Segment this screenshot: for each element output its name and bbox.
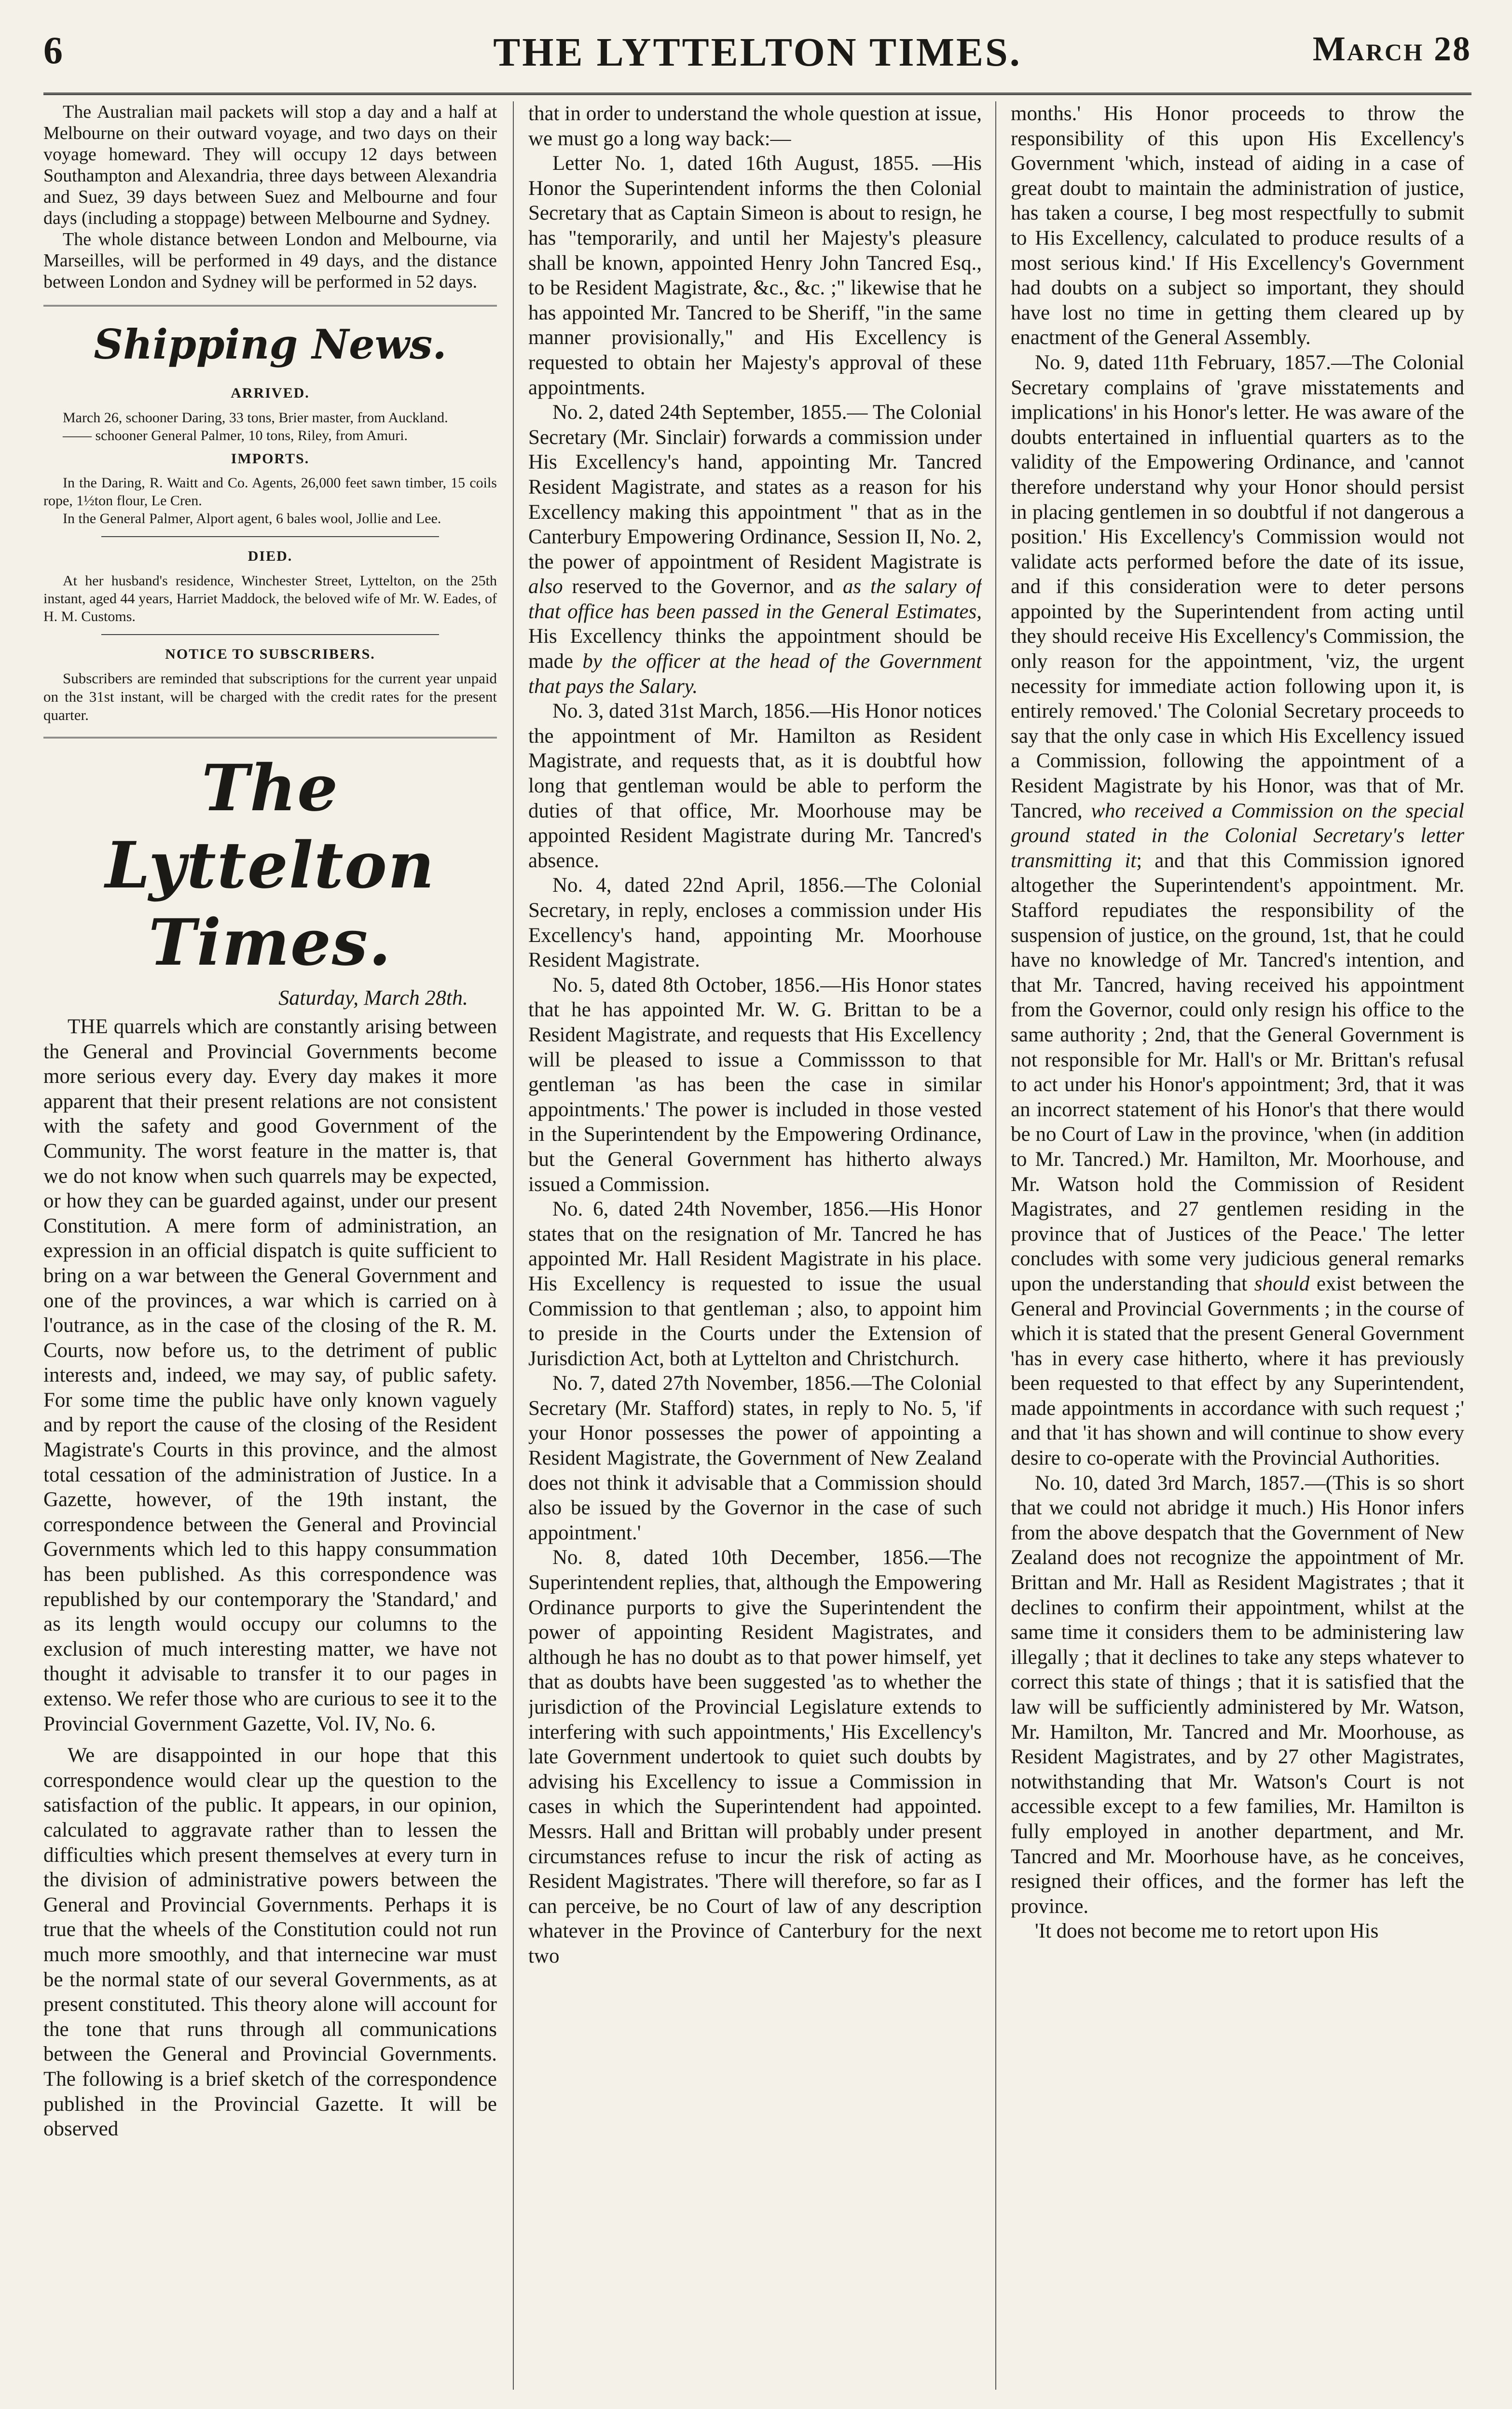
closing-quote: 'It does not become me to retort upon His	[1035, 1920, 1379, 1943]
column-rule-1	[513, 101, 514, 2390]
mail-paragraph-2: The whole distance between London and Melbourne, via Marseilles, will be performed in 49 days, and the distance between London and Sydney will be performed in 52 days.	[43, 229, 497, 292]
letter-6: No. 6, dated 24th November, 1856.—His Honor states that on the resignation of Mr. Tancred he has appointed Mr. Hall Resident Magistrate in his place. His Excellency is requested to issue the usual Commission to that gentleman ; also, to appoint him to preside in the Courts under the Extension of Jurisdiction Act, both at Lyttelton and Christchurch.	[528, 1198, 982, 1370]
imports-entry-2: In the General Palmer, Alport agent, 6 bales wool, Jollie and Lee.	[63, 511, 441, 527]
arrived-heading: ARRIVED.	[231, 385, 310, 401]
section-divider	[43, 737, 497, 738]
newspaper-title: THE LYTTELTON TIMES.	[493, 30, 1022, 75]
paper-nameplate: The Lyttelton Times.	[105, 751, 435, 981]
mail-notice	[43, 101, 497, 292]
letter-1: Letter No. 1, dated 16th August, 1855. —His Honor the Superintendent informs the then Colonial Secretary that as Captain Simeon is about to resign, he has "temporarily, and until her Majesty's pleasure shall be known, appointed Henry John Tancred Esq., to be Resident Magistrate, &c., &c. ;" likewise that he has appointed Mr. Tancred to be Sheriff, "in the same manner provisionally," and His Excellency is requested to obtain her Majesty's approval of these appointments.	[528, 152, 982, 399]
column-2	[528, 101, 982, 2390]
notice-text: Subscribers are reminded that subscriptions for the current year unpaid on the 31st instant, will be charged with the credit rates for the present quarter.	[43, 670, 497, 724]
shipping-news-heading: Shipping News.	[94, 320, 447, 368]
subscriber-notice	[43, 642, 497, 725]
editorial-paragraph-2: We are disappointed in our hope that this correspondence would clear up the question to the satisfaction of the public. It appears, in our opinion, calculated to aggravate rather than to lessen the difficulties which present themselves at every turn in the division of administrative powers between the General and Provincial Governments. Perhaps it is true that the wheels of the Constitution could not run much more smoothly, and that internecine war must be the normal state of our several Governments, as at present constituted. This theory alone will account for the tone that runs through all communications between the General and Provincial Governments. The following is a brief sketch of the correspondence published in the Provincial Gazette. It will be observed	[43, 1744, 497, 2141]
letter-8: No. 8, dated 10th December, 1856.—The Superintendent replies, that, although the Empowering Ordinance purports to give the Superintendent the power of appointing Resident Magistrates, and although he has no doubt as to that power himself, yet that as doubts have been suggested 'as to whether the jurisdiction of the Provincial Legislature extends to interfering with such appointments,' His Excellency's late Government undertook to quiet such doubts by advising his Excellency to issue a Commission in cases in which the Superintendent had appointed. Messrs. Hall and Brittan will probably under present circumstances refuse to incur the risk of acting as Resident Magistrates. 'There will therefore, so far as I can perceive, be no Court of law of any description whatever in the Province of Canterbury for the next two	[528, 1546, 982, 1967]
divider	[101, 536, 439, 537]
letter-2: No. 2, dated 24th September, 1855.— The Colonial Secretary (Mr. Sinclair) forwards a commission under His Excellency's hand, appointing Mr. Tancred Resident Magistrate, and states as a reason for his Excellency making this appointment " that as in the Canterbury Empowering Ordinance, Session II, No. 2, the power of appointment of Resident Magistrate is also reserved to the Governor, and as the salary of that office has been passed in the General Estimates, His Excellency thinks the appointment should be made by the officer at the head of the Government that pays the Salary.	[528, 401, 982, 698]
column-rule-2	[995, 101, 996, 2390]
column-3	[1011, 101, 1464, 2390]
imports-entry-1: In the Daring, R. Waitt and Co. Agents, 26,000 feet sawn timber, 15 coils rope, 1½ton flour, Le Cren.	[43, 475, 497, 509]
died-text: At her husband's residence, Winchester Street, Lyttelton, on the 25th instant, aged 44 years, Harriet Maddock, the beloved wife of Mr. W. Eades, of H. M. Customs.	[43, 572, 497, 624]
arrived-entry-1: March 26, schooner Daring, 33 tons, Brier master, from Auckland.	[63, 409, 448, 426]
mail-paragraph-1: The Australian mail packets will stop a day and a half at Melbourne on their outward voyage, and two days on their voyage homeward. They will occupy 12 days between Southampton and Alexandria, three days between Alexandria and Suez, 39 days between Suez and Melbourne and four days (including a stoppage) between Melbourne and Sydney.	[43, 102, 497, 228]
letter-8-continuation: months.' His Honor proceeds to throw the responsibility of this upon His Excellency's Government 'which, instead of aiding in a case of great doubt to maintain the administration of justice, has taken a course, I beg most respectfully to submit to His Excellency, calculated to produce results of a most serious kind.' If His Excellency's Government had doubts on a subject so important, they should have lost no time in getting them cleared up by enactment of the General Assembly.	[1011, 102, 1464, 349]
masthead-rule	[43, 93, 1471, 95]
editorial-dateline: Saturday, March 28th.	[278, 986, 468, 1010]
arrived-entry-2: —— schooner General Palmer, 10 tons, Riley, from Amuri.	[63, 427, 408, 443]
editorial-continuation: that in order to understand the whole question at issue, we must go a long way back:—	[528, 102, 982, 150]
editorial-paragraph-1: THE quarrels which are constantly arising between the General and Provincial Governments become more serious every day. Every day makes it more apparent that their present relations are not consistent with the safety and good Government of the Community. The worst feature in the matter is, that we do not know when such quarrels may be expected, or how they can be guarded against, under our present Constitution. A mere form of administration, an expression in an official dispatch is quite sufficient to bring on a war between the General Government and one of the provinces, a war which is carried on à l'outrance, as in the case of the closing of the R. M. Courts, now before us, to the detriment of public interests and, indeed, we may say, of public safety. For some time the public have only known vaguely and by report the cause of the closing of the Resident Magistrate's Courts in this province, and the almost total cessation of the administration of Justice. In a Gazette, however, of the 19th instant, the correspondence between the General and Provincial Governments which led to this happy consummation has been published. As this correspondence was republished by our contemporary the 'Standard,' and as its length would occupy our columns to the exclusion of much interesting matter, we have not thought it advisable to transfer it to our pages in extenso. We refer those who are curious to see it to the Provincial Government Gazette, Vol. IV, No. 6.	[43, 1015, 497, 1735]
letter-9: No. 9, dated 11th February, 1857.—The Colonial Secretary complains of 'grave misstatements and implications' in his Honor's letter. He was aware of the doubts entertained in influential quarters as to the validity of the Empowering Ordinance, and 'cannot therefore understand why your Honor should persist in placing gentlemen in so doubtful if not dangerous a position.' His Excellency's Commission would not validate acts performed before the date of its issue, and if this consideration were to deter persons appointed by the Superintendent from acting until they should receive His Excellency's Commission, the only reason for the appointment, 'viz, the urgent necessity for immediate action following upon it, is entirely removed.' The Colonial Secretary proceeds to say that the only case in which His Excellency issued a Commission, following the appointment of a Resident Magistrate by his Honor, was that of Mr. Tancred, who received a Commission on the special ground stated in the Colonial Secretary's letter transmitting it; and that this Commission ignored altogether the Superintendent's appointment. Mr. Stafford repudiates the responsibility of the suspension of justice, on the ground, 1st, that he could have no knowledge of Mr. Tancred's intention, and that Mr. Tancred, having received his appointment from the Governor, could only resign his office to the same authority ; 2nd, that the General Government is not responsible for Mr. Hall's or Mr. Brittan's refusal to act under his Honor's appointment; 3rd, that it was an incorrect statement of his Honor's that there would be no Court of Law in the province, 'when (in addition to Mr. Tancred.) Mr. Hamilton, Mr. Moorhouse, and Mr. Watson hold the Commission of Resident Magistrates, and 27 gentlemen residing in the province that of Justices of the Peace.' The letter concludes with some very judicious general remarks upon the understanding that should exist between the General and Provincial Governments ; in the course of which it is stated that the present General Government 'has in every case hitherto, where it has previously been requested to that effect by any Superintendent, made appointments in accordance with such request ;' and that 'it has shown and will continue to show every desire to co-operate with the Provincial Authorities.	[1011, 351, 1464, 1470]
page-number: 6	[43, 29, 63, 72]
section-divider	[43, 305, 497, 306]
imports-heading: IMPORTS.	[231, 450, 310, 467]
issue-date: March 28	[1312, 29, 1471, 68]
died-heading: DIED.	[247, 548, 293, 565]
column-1	[43, 101, 497, 2390]
letter-10: No. 10, dated 3rd March, 1857.—(This is so short that we could not abridge it much.) His Honor infers from the above despatch that the Government of New Zealand does not recognize the appointment of Mr. Brittan and Mr. Hall as Resident Magistrates ; that it declines to confirm their appointment, whilst at the same time it considers them to be administering law illegally ; that it declines to take any steps whatever to correct this state of things ; that it is satisfied that the law will be sufficiently administered by Mr. Watson, Mr. Hamilton, Mr. Tancred and Mr. Moorhouse, as Resident Magistrates, and by 27 other Magistrates, notwithstanding that Mr. Watson's Court is not accessible except to a few families, Mr. Hamilton is fully employed in another department, and Mr. Tancred and Mr. Moorhouse have, as he conceives, resigned their offices, and the former has left the province.	[1011, 1471, 1464, 1918]
shipping-news	[43, 381, 497, 527]
masthead	[43, 29, 1471, 92]
letter-7: No. 7, dated 27th November, 1856.—The Colonial Secretary (Mr. Stafford) states, in reply to No. 5, 'if your Honor possesses the power of appointing a Resident Magistrate, the Government of New Zealand does not think it advisable that a Commission should also be issued by the Governor in the case of such appointment.'	[528, 1372, 982, 1544]
divider	[101, 634, 439, 635]
letter-5: No. 5, dated 8th October, 1856.—His Honor states that he has appointed Mr. W. G. Brittan to be a Resident Magistrate, and requests that His Excellency will be pleased to issue a Commissson to that gentleman 'as has been the case in similar appointments.' The power is included in those vested in the Superintendent by the Empowering Ordinance, but the General Government has hitherto always issued a Commission.	[528, 973, 982, 1196]
notice-heading: NOTICE TO SUBSCRIBERS.	[165, 646, 375, 662]
death-notice	[43, 544, 497, 625]
letter-3: No. 3, dated 31st March, 1856.—His Honor notices the appointment of Mr. Hamilton as Resident Magistrate, and requests that, as it is doubtful how long that gentleman would be able to perform the duties of that office, Mr. Moorhouse may be appointed Resident Magistrate during Mr. Tancred's absence.	[528, 700, 982, 872]
letter-4: No. 4, dated 22nd April, 1856.—The Colonial Secretary, in reply, encloses a commission under His Excellency's hand, appointing Mr. Moorhouse Resident Magistrate.	[528, 874, 982, 972]
